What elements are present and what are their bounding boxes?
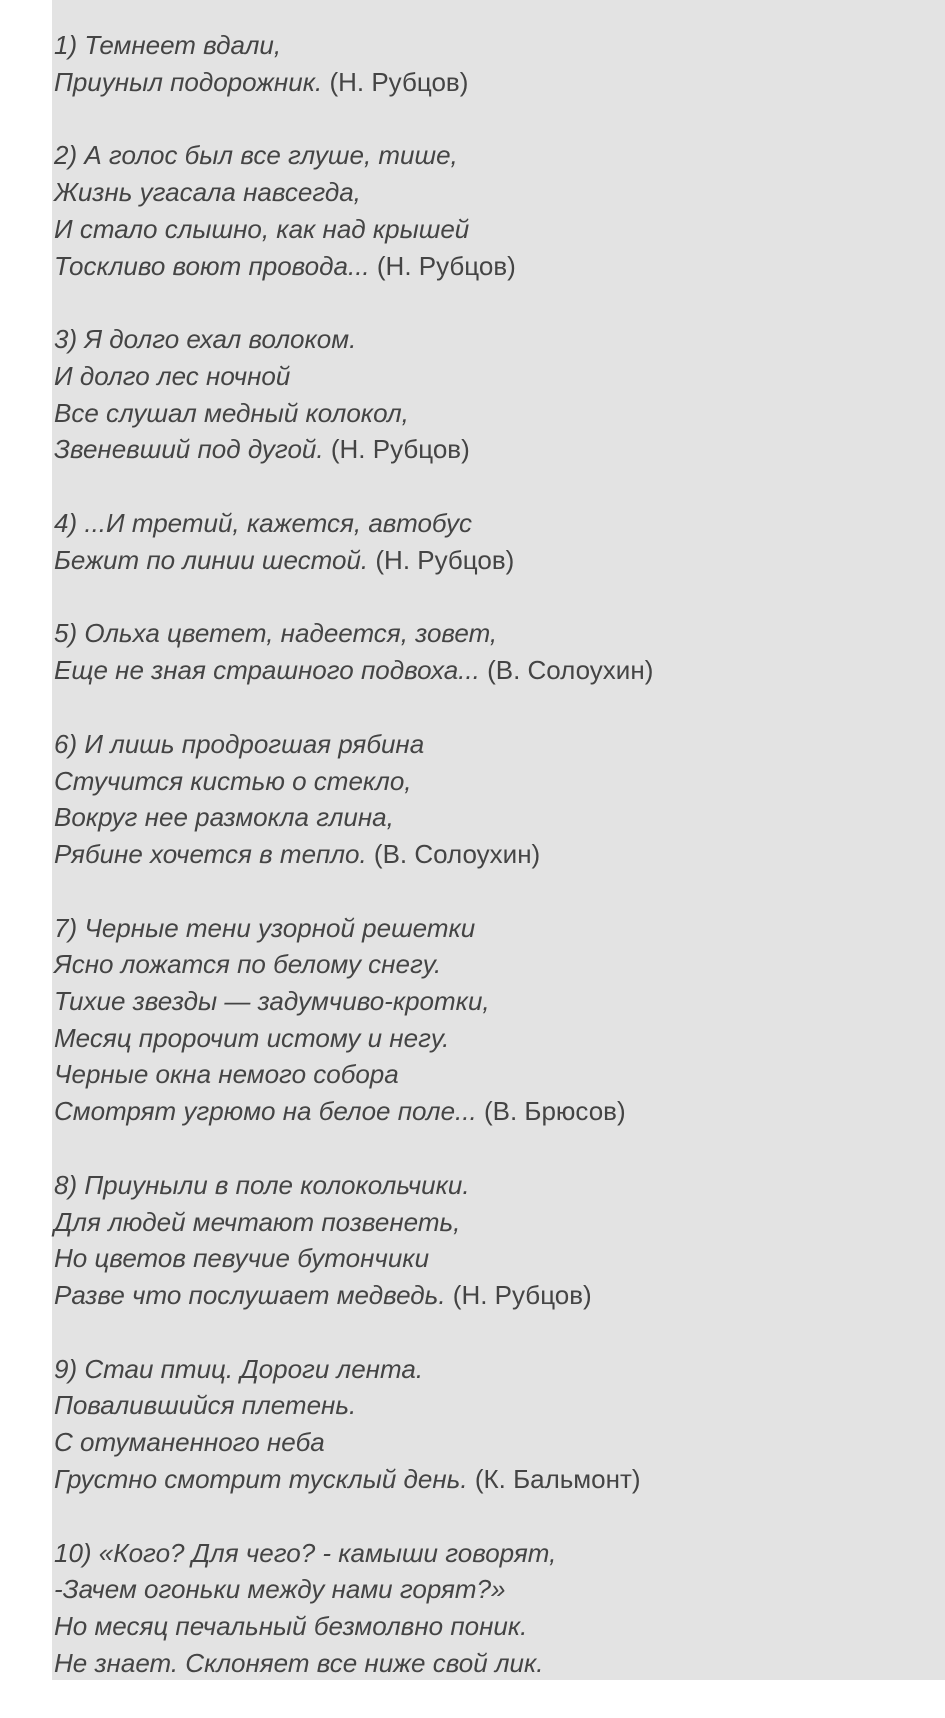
stanza-line [54,395,945,432]
verse-text: Вокруг нее размокла глина, [54,802,394,833]
author-attribution: (Н. Рубцов) [375,544,515,575]
stanza-line [54,1535,945,1572]
author-attribution: (В. Солоухин) [487,655,654,686]
verse-text: Но месяц печальный безмолвно поник. [54,1610,528,1641]
stanza-line [54,1645,945,1682]
stanza-line [54,64,945,101]
stanza-7 [54,910,945,1130]
verse-text: Не знает. Склоняет все ниже свой лик. [54,1647,544,1678]
verse-text: Смотрят угрюмо на белое поле... [54,1096,477,1127]
stanza-line [54,1277,945,1314]
stanza-line [54,211,945,248]
verse-text: 6) И лишь продрогшая рябина [54,728,425,759]
verse-text: 2) А голос был все глуше, тише, [54,140,458,171]
stanza-line [54,652,945,689]
stanza-line [54,542,945,579]
verse-text: Повалившийся плетень. [54,1390,357,1421]
stanza-line [54,910,945,947]
verse-text: Грустно смотрит тусклый день. [54,1463,468,1494]
verse-text: С отуманенного неба [54,1427,325,1458]
verse-text: Рябине хочется в тепло. [54,838,367,869]
stanza-6 [54,726,945,873]
stanza-2 [54,137,945,284]
verse-text: 4) ...И третий, кажется, автобус [54,508,472,539]
verse-text: Тоскливо воют провода... [54,250,370,281]
author-attribution: (Н. Рубцов) [329,66,469,97]
author-attribution: (Н. Рубцов) [330,434,470,465]
author-attribution: (Н. Рубцов) [452,1279,592,1310]
stanza-line [54,763,945,800]
stanza-10 [54,1535,945,1682]
verse-text: И долго лес ночной [54,360,291,391]
stanza-line [54,174,945,211]
verse-text: И стало слышно, как над крышей [54,213,470,244]
stanza-1 [54,27,945,100]
stanza-line [54,358,945,395]
stanza-line [54,1204,945,1241]
stanza-4 [54,505,945,578]
verse-text: Черные окна немого собора [54,1059,399,1090]
poem-examples-list [54,27,945,1718]
stanza-line [54,1351,945,1388]
stanza-line [54,1461,945,1498]
stanza-line [54,27,945,64]
verse-text: Месяц пророчит истому и негу. [54,1022,450,1053]
stanza-line [54,615,945,652]
stanza-line [54,1387,945,1424]
author-attribution: (В. Солоухин) [373,838,541,869]
verse-text: 7) Черные тени узорной решетки [54,912,476,943]
verse-text: -Зачем огоньки между нами горят?» [54,1574,506,1605]
verse-text: Стучится кистью о стекло, [54,765,412,796]
stanza-line [54,1093,945,1130]
verse-text: Приуныл подорожник. [54,66,323,97]
stanza-line [54,1020,945,1057]
stanza-5 [54,615,945,688]
verse-text: 5) Ольха цветет, надеется, зовет, [54,618,498,649]
verse-text: Для людей мечтают позвенеть, [54,1206,461,1237]
stanza-line [54,799,945,836]
verse-text: 10) «Кого? Для чего? - камыши говорят, [54,1537,557,1568]
stanza-8 [54,1167,945,1314]
verse-text: 9) Стаи птиц. Дороги лента. [54,1353,424,1384]
verse-text: Но цветов певучие бутончики [54,1243,430,1274]
verse-text: Звеневший под дугой. [54,434,324,465]
verse-text: 3) Я долго ехал волоком. [54,324,357,355]
verse-text: Тихие звезды — задумчиво-кротки, [54,986,490,1017]
stanza-line [54,431,945,468]
verse-text: Жизнь угасала навсегда, [54,177,361,208]
stanza-line [54,505,945,542]
stanza-line [54,836,945,873]
stanza-line [54,1240,945,1277]
verse-text: Бежит по линии шестой. [54,544,369,575]
author-attribution: (В. Брюсов) [483,1096,626,1127]
stanza-line [54,321,945,358]
stanza-line [54,946,945,983]
stanza-line [54,1424,945,1461]
stanza-line [54,248,945,285]
stanza-line [54,137,945,174]
stanza-line [54,1571,945,1608]
stanza-line [54,983,945,1020]
verse-text: 1) Темнеет вдали, [54,30,282,60]
verse-text: Разве что послушает медведь. [54,1279,446,1310]
verse-text: Еще не зная страшного подвоха... [54,655,480,686]
author-attribution: (К. Бальмонт) [474,1463,641,1494]
stanza-line [54,1608,945,1645]
author-attribution: (Н. Рубцов) [376,250,516,281]
verse-text: Ясно ложатся по белому снегу. [54,949,442,980]
verse-text: 8) Приуныли в поле колокольчики. [54,1169,470,1200]
stanza-3 [54,321,945,468]
stanza-line [54,726,945,763]
verse-text: Все слушал медный колокол, [54,397,409,428]
stanza-9 [54,1351,945,1498]
stanza-line [54,1056,945,1093]
stanza-line [54,1167,945,1204]
